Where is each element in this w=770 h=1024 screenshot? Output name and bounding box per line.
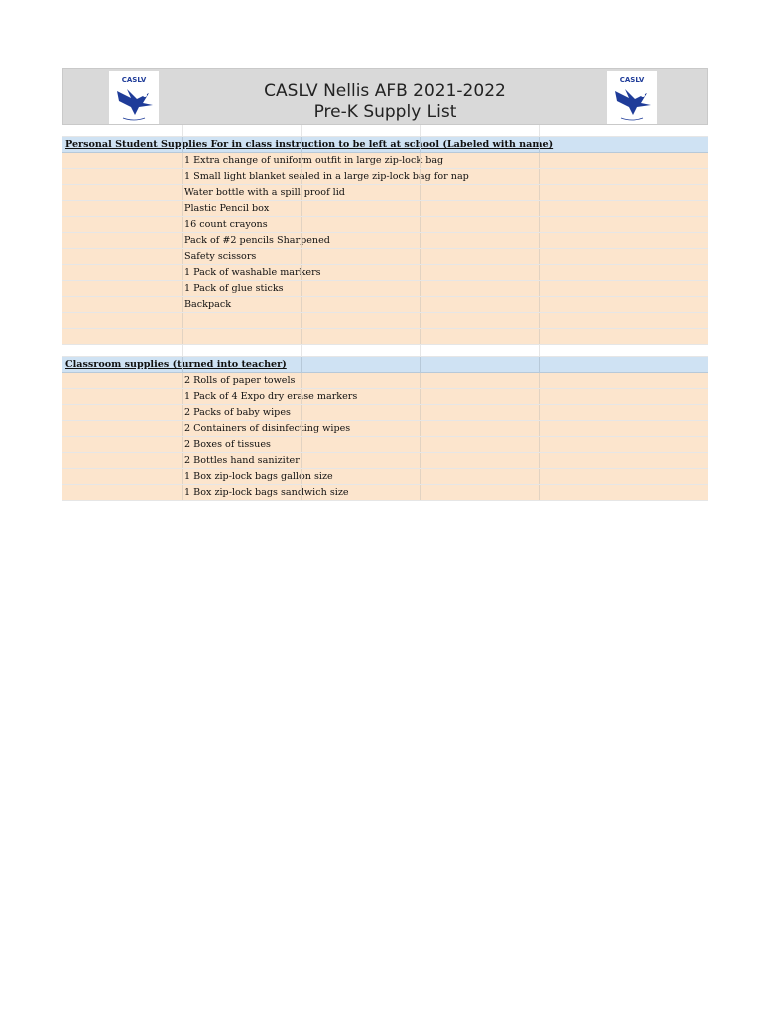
column-divider	[182, 453, 183, 468]
column-divider	[301, 169, 302, 184]
column-divider	[182, 313, 183, 328]
column-divider	[539, 357, 540, 372]
list-item	[62, 265, 708, 281]
supply-item: 1 Pack of washable markers	[184, 267, 321, 278]
column-divider	[539, 389, 540, 404]
school-logo-right	[607, 71, 657, 124]
column-divider	[539, 265, 540, 280]
column-divider	[182, 137, 183, 152]
classroom-supplies-heading: Classroom supplies (turned into teacher)	[65, 359, 287, 370]
column-divider	[420, 137, 421, 152]
title-line-2: Pre-K Supply List	[313, 102, 457, 122]
column-divider	[301, 281, 302, 296]
blank-row	[62, 125, 708, 137]
column-divider	[182, 297, 183, 312]
column-divider	[301, 249, 302, 264]
column-divider	[539, 405, 540, 420]
column-divider	[420, 233, 421, 248]
column-divider	[420, 421, 421, 436]
column-divider	[420, 485, 421, 500]
empty-row	[62, 329, 708, 345]
list-item	[62, 217, 708, 233]
column-divider	[539, 373, 540, 388]
column-divider	[420, 437, 421, 452]
column-divider	[301, 125, 302, 136]
list-item	[62, 297, 708, 313]
list-item	[62, 405, 708, 421]
column-divider	[539, 169, 540, 184]
column-divider	[301, 389, 302, 404]
column-divider	[420, 125, 421, 136]
column-divider	[539, 329, 540, 344]
title-line-1: CASLV Nellis AFB 2021-2022	[264, 81, 506, 101]
column-divider	[182, 217, 183, 232]
column-divider	[539, 249, 540, 264]
column-divider	[182, 329, 183, 344]
column-divider	[539, 185, 540, 200]
list-item	[62, 453, 708, 469]
column-divider	[182, 469, 183, 484]
column-divider	[301, 313, 302, 328]
column-divider	[301, 329, 302, 344]
column-divider	[182, 185, 183, 200]
column-divider	[539, 421, 540, 436]
column-divider	[539, 233, 540, 248]
column-divider	[420, 153, 421, 168]
list-item	[62, 281, 708, 297]
column-divider	[182, 421, 183, 436]
column-divider	[182, 169, 183, 184]
column-divider	[301, 469, 302, 484]
column-divider	[420, 169, 421, 184]
column-divider	[539, 297, 540, 312]
empty-row	[62, 313, 708, 329]
column-divider	[182, 125, 183, 136]
column-divider	[539, 125, 540, 136]
supply-item: 16 count crayons	[184, 219, 268, 230]
column-divider	[539, 345, 540, 356]
list-item	[62, 153, 708, 169]
column-divider	[182, 153, 183, 168]
column-divider	[420, 405, 421, 420]
column-divider	[301, 217, 302, 232]
column-divider	[420, 249, 421, 264]
supply-item: 1 Extra change of uniform outfit in large zip-lock bag	[184, 155, 444, 166]
supply-item: Plastic Pencil box	[184, 203, 270, 214]
list-item	[62, 201, 708, 217]
list-item	[62, 389, 708, 405]
column-divider	[301, 485, 302, 500]
logo-lettering: CASLV	[619, 76, 645, 84]
list-item	[62, 233, 708, 249]
supply-item: Water bottle with a spill proof lid	[184, 187, 345, 198]
column-divider	[182, 233, 183, 248]
column-divider	[182, 345, 183, 356]
supply-item: 2 Containers of disinfecting wipes	[184, 423, 351, 434]
list-item	[62, 249, 708, 265]
column-divider	[539, 437, 540, 452]
supply-item: Pack of #2 pencils Sharpened	[184, 235, 330, 246]
supply-item: Backpack	[184, 299, 232, 310]
column-divider	[420, 265, 421, 280]
column-divider	[539, 201, 540, 216]
list-item	[62, 421, 708, 437]
blank-row	[62, 345, 708, 357]
column-divider	[539, 281, 540, 296]
column-divider	[182, 437, 183, 452]
column-divider	[301, 297, 302, 312]
supply-item: Safety scissors	[184, 251, 257, 262]
supply-item: 1 Box zip-lock bags sandwich size	[184, 487, 349, 498]
column-divider	[539, 217, 540, 232]
column-divider	[420, 281, 421, 296]
column-divider	[420, 313, 421, 328]
list-item	[62, 485, 708, 501]
column-divider	[420, 389, 421, 404]
column-divider	[182, 281, 183, 296]
column-divider	[301, 373, 302, 388]
column-divider	[301, 137, 302, 152]
column-divider	[301, 405, 302, 420]
list-item	[62, 437, 708, 453]
column-divider	[301, 265, 302, 280]
column-divider	[420, 297, 421, 312]
column-divider	[420, 357, 421, 372]
column-divider	[182, 249, 183, 264]
supply-item: 2 Packs of baby wipes	[184, 407, 291, 418]
column-divider	[420, 469, 421, 484]
section-header-row	[62, 137, 708, 153]
supply-item: 2 Rolls of paper towels	[184, 375, 296, 386]
supply-item: 1 Pack of glue sticks	[184, 283, 284, 294]
supply-item: 1 Box zip-lock bags gallon size	[184, 471, 333, 482]
column-divider	[182, 373, 183, 388]
column-divider	[420, 345, 421, 356]
column-divider	[539, 469, 540, 484]
column-divider	[420, 373, 421, 388]
logo-lettering: CASLV	[121, 76, 147, 84]
column-divider	[539, 137, 540, 152]
eagle-logo-icon	[607, 71, 657, 124]
supply-list-sheet	[62, 68, 708, 501]
column-divider	[539, 485, 540, 500]
column-divider	[420, 201, 421, 216]
column-divider	[539, 153, 540, 168]
column-divider	[301, 437, 302, 452]
list-item	[62, 469, 708, 485]
column-divider	[301, 421, 302, 436]
column-divider	[301, 153, 302, 168]
column-divider	[182, 485, 183, 500]
list-item	[62, 169, 708, 185]
column-divider	[301, 357, 302, 372]
column-divider	[182, 389, 183, 404]
column-divider	[182, 265, 183, 280]
section-header-row	[62, 357, 708, 373]
column-divider	[182, 405, 183, 420]
personal-supplies-heading: Personal Student Supplies For in class instruction to be left at school (Labeled with name)	[65, 139, 554, 150]
column-divider	[301, 345, 302, 356]
column-divider	[420, 453, 421, 468]
sheet-header	[62, 68, 708, 125]
column-divider	[420, 185, 421, 200]
supply-item: 1 Pack of 4 Expo dry erase markers	[184, 391, 358, 402]
column-divider	[301, 201, 302, 216]
column-divider	[539, 313, 540, 328]
list-item	[62, 373, 708, 389]
column-divider	[182, 357, 183, 372]
supply-item: 2 Boxes of tissues	[184, 439, 271, 450]
column-divider	[301, 453, 302, 468]
column-divider	[420, 217, 421, 232]
column-divider	[301, 233, 302, 248]
list-item	[62, 185, 708, 201]
supply-item: 2 Bottles hand saniziter	[184, 455, 300, 466]
supply-grid	[62, 125, 708, 501]
column-divider	[539, 453, 540, 468]
column-divider	[420, 329, 421, 344]
column-divider	[301, 185, 302, 200]
column-divider	[182, 201, 183, 216]
supply-item: 1 Small light blanket sealed in a large zip-lock bag for nap	[184, 171, 469, 182]
